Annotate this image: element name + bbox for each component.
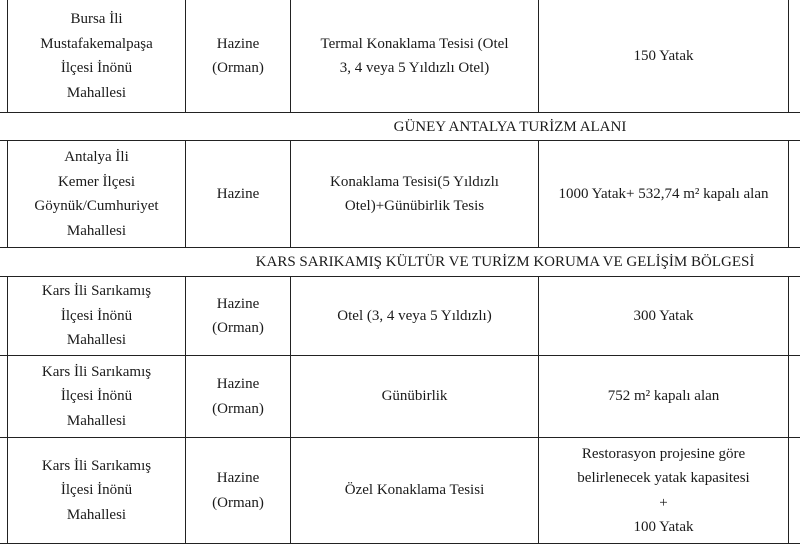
use-cell: Özel Konaklama Tesisi [344, 482, 485, 499]
section-heading: GÜNEY ANTALYA TURİZM ALANI [393, 118, 627, 135]
use-cell: Termal Konaklama Tesisi (Otel 3, 4 veya 5 Yıldızlı Otel) [320, 35, 509, 76]
location-cell: Bursa İli Mustafakemalpaşa İlçesi İnönü Mahallesi [40, 11, 153, 101]
ownership-cell: Hazine [216, 185, 260, 202]
table-rule [788, 0, 789, 112]
capacity-cell: 300 Yatak [633, 307, 694, 324]
ownership-cell: Hazine (Orman) [212, 295, 264, 336]
capacity-cell: 752 m² kapalı alan [607, 388, 720, 405]
use-cell: Otel (3, 4 veya 5 Yıldızlı) [337, 307, 492, 324]
location-cell: Kars İli Sarıkamış İlçesi İnönü Mahallesi [41, 283, 152, 349]
use-cell: Günübirlik [381, 388, 448, 405]
location-cell: Kars İli Sarıkamış İlçesi İnönü Mahallesi [41, 363, 152, 429]
ownership-cell: Hazine (Orman) [212, 470, 264, 511]
table-rule [788, 140, 789, 247]
location-cell: Kars İli Sarıkamış İlçesi İnönü Mahallesi [41, 457, 152, 523]
use-cell: Konaklama Tesisi(5 Yıldızlı Otel)+Günübirlik Tesis [330, 173, 499, 214]
capacity-cell: 150 Yatak [633, 47, 694, 64]
capacity-cell: 1000 Yatak+ 532,74 m² kapalı alan [558, 185, 769, 202]
ownership-cell: Hazine (Orman) [212, 35, 264, 76]
table-rule [0, 543, 800, 544]
location-cell: Antalya İli Kemer İlçesi Göynük/Cumhuriyet Mahallesi [34, 149, 159, 239]
ownership-cell: Hazine (Orman) [212, 376, 264, 417]
section-heading: KARS SARIKAMIŞ KÜLTÜR VE TURİZM KORUMA VE GELİŞİM BÖLGESİ [255, 254, 755, 270]
table-rule [788, 276, 789, 543]
capacity-cell: Restorasyon projesine göre belirlenecek yatak kapasitesi + 100 Yatak [577, 445, 750, 535]
